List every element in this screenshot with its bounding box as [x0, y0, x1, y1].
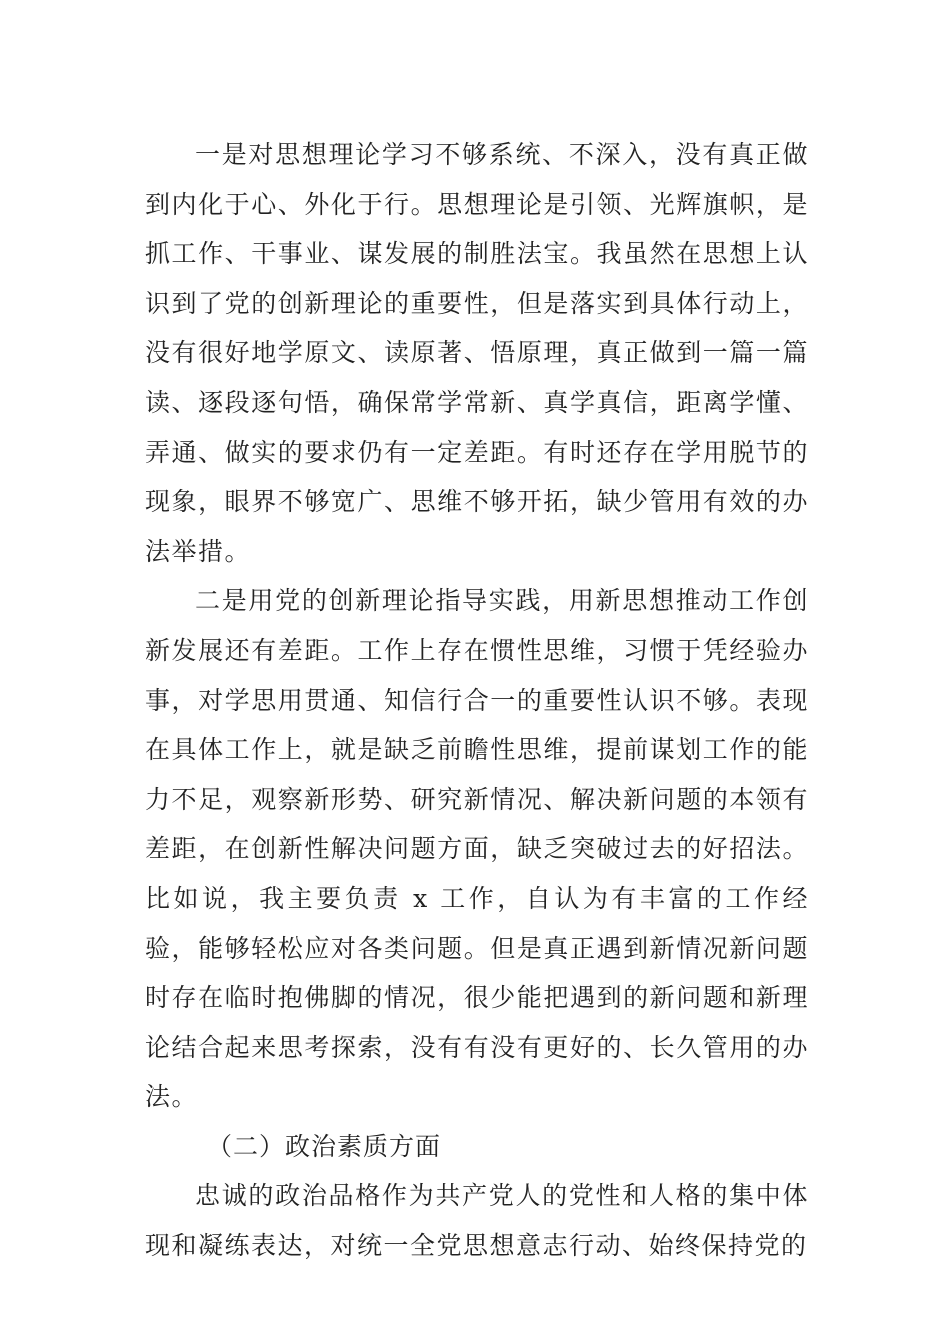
paragraph-political-quality: 忠诚的政治品格作为共产党人的党性和人格的集中体现和凝练表达，对统一全党思想意志行动、始终保持党的: [145, 1181, 809, 1261]
paragraph-theory-study: 一是对思想理论学习不够系统、不深入，没有真正做到内化于心、外化于行。思想理论是引领、光辉旗帜，是抓工作、干事业、谋发展的制胜法宝。我虽然在思想上认识到了党的创新理论的重要性，但是落实到具体行动上，没有很好地学原文、读原著、悟原理，真正做到一篇一篇读、逐段逐句悟，确保常学常新、真学真信，距离学懂、弄通、做实的要求仍有一定差距。有时还存在学用脱节的现象，眼界不够宽广、思维不够开拓，缺少管用有效的办法举措。: [145, 140, 809, 566]
section-heading: （二）政治素质方面: [207, 1131, 442, 1161]
paragraph-theory-practice: 二是用党的创新理论指导实践，用新思想推动工作创新发展还有差距。工作上存在惯性思维，习惯于凭经验办事，对学思用贯通、知信行合一的重要性认识不够。表现在具体工作上，就是缺乏前瞻性思维，提前谋划工作的能力不足，观察新形势、研究新情况、解决新问题的本领有差距，在创新性解决问题方面，缺乏突破过去的好招法。比如说，我主要负责 x 工作，自认为有丰富的工作经验，能够轻松应对各类问题。但是真正遇到新情况新问题时存在临时抱佛脚的情况，很少能把遇到的新问题和新理论结合起来思考探索，没有有没有更好的、长久管用的办法。: [145, 586, 809, 1112]
document-body: [145, 130, 809, 1271]
